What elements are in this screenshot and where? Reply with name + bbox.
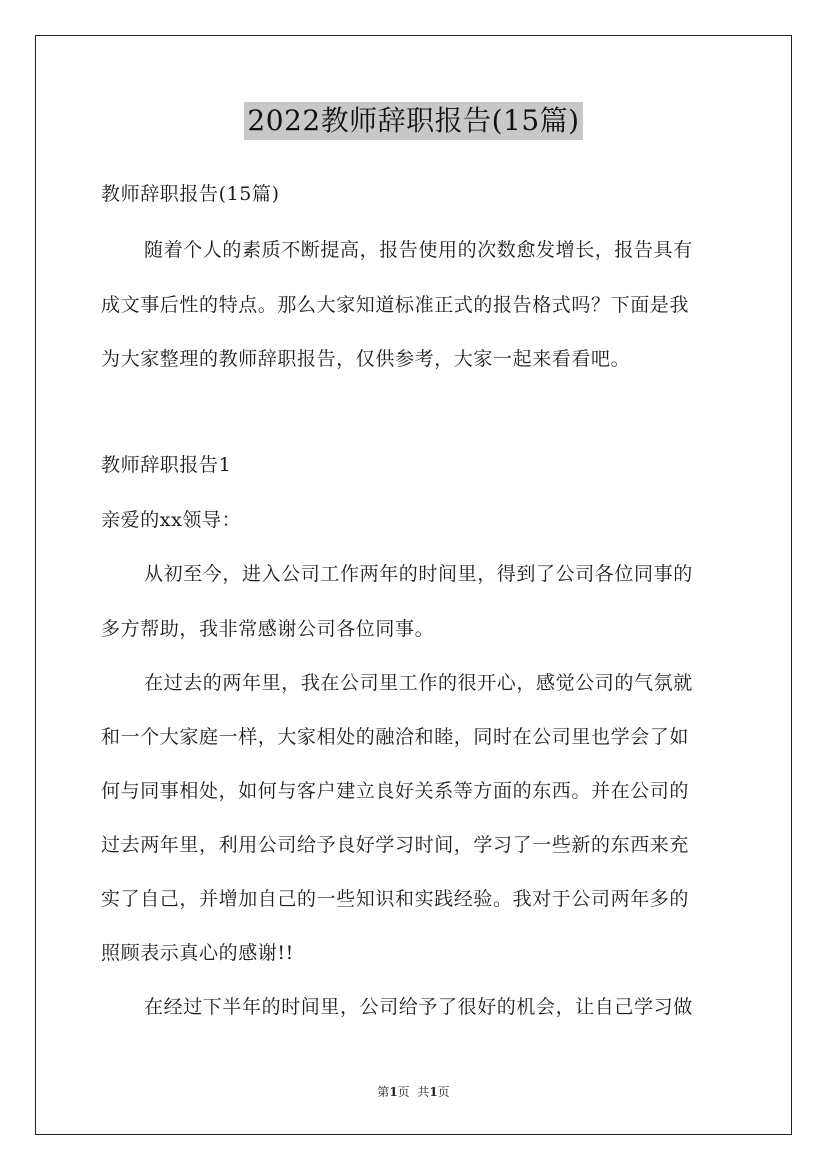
page-footer	[0, 1084, 827, 1100]
document-title: 2022教师辞职报告(15篇)	[244, 102, 582, 140]
footer-page-mid: 页 共	[397, 1085, 430, 1099]
footer-page-prefix: 第	[377, 1085, 390, 1099]
footer-page-total: 1	[429, 1085, 438, 1099]
paragraph2-line-4: 过去两年里，利用公司给予良好学习时间，学习了一些新的东西来充	[101, 834, 690, 856]
paragraph2-line-1: 在过去的两年里，我在公司里工作的很开心，感觉公司的气氛就	[144, 672, 693, 694]
paragraph2-line-6: 照顾表示真心的感谢!!	[101, 942, 294, 964]
paragraph2-line-3: 何与同事相处，如何与客户建立良好关系等方面的东西。并在公司的	[101, 780, 690, 802]
paragraph1-line-2: 多方帮助，我非常感谢公司各位同事。	[101, 618, 435, 640]
document-subtitle: 教师辞职报告(15篇)	[101, 183, 280, 205]
footer-page-number: 1	[389, 1085, 398, 1099]
paragraph1-line-1: 从初至今，进入公司工作两年的时间里，得到了公司各位同事的	[144, 563, 693, 585]
intro-line-2: 成文事后性的特点。那么大家知道标准正式的报告格式吗？下面是我	[101, 294, 690, 316]
intro-line-1: 随着个人的素质不断提高，报告使用的次数愈发增长，报告具有	[144, 239, 693, 261]
paragraph2-line-5: 实了自己，并增加自己的一些知识和实践经验。我对于公司两年多的	[101, 888, 690, 910]
paragraph2-line-2: 和一个大家庭一样，大家相处的融洽和睦，同时在公司里也学会了如	[101, 726, 690, 748]
section-heading: 教师辞职报告1	[101, 454, 232, 476]
salutation: 亲爱的xx领导：	[101, 509, 242, 531]
intro-line-3: 为大家整理的教师辞职报告，仅供参考，大家一起来看看吧。	[101, 348, 631, 370]
footer-page-suffix: 页	[437, 1085, 450, 1099]
paragraph3-line-1: 在经过下半年的时间里，公司给予了很好的机会，让自己学习做	[144, 996, 693, 1018]
title-container	[0, 102, 827, 140]
